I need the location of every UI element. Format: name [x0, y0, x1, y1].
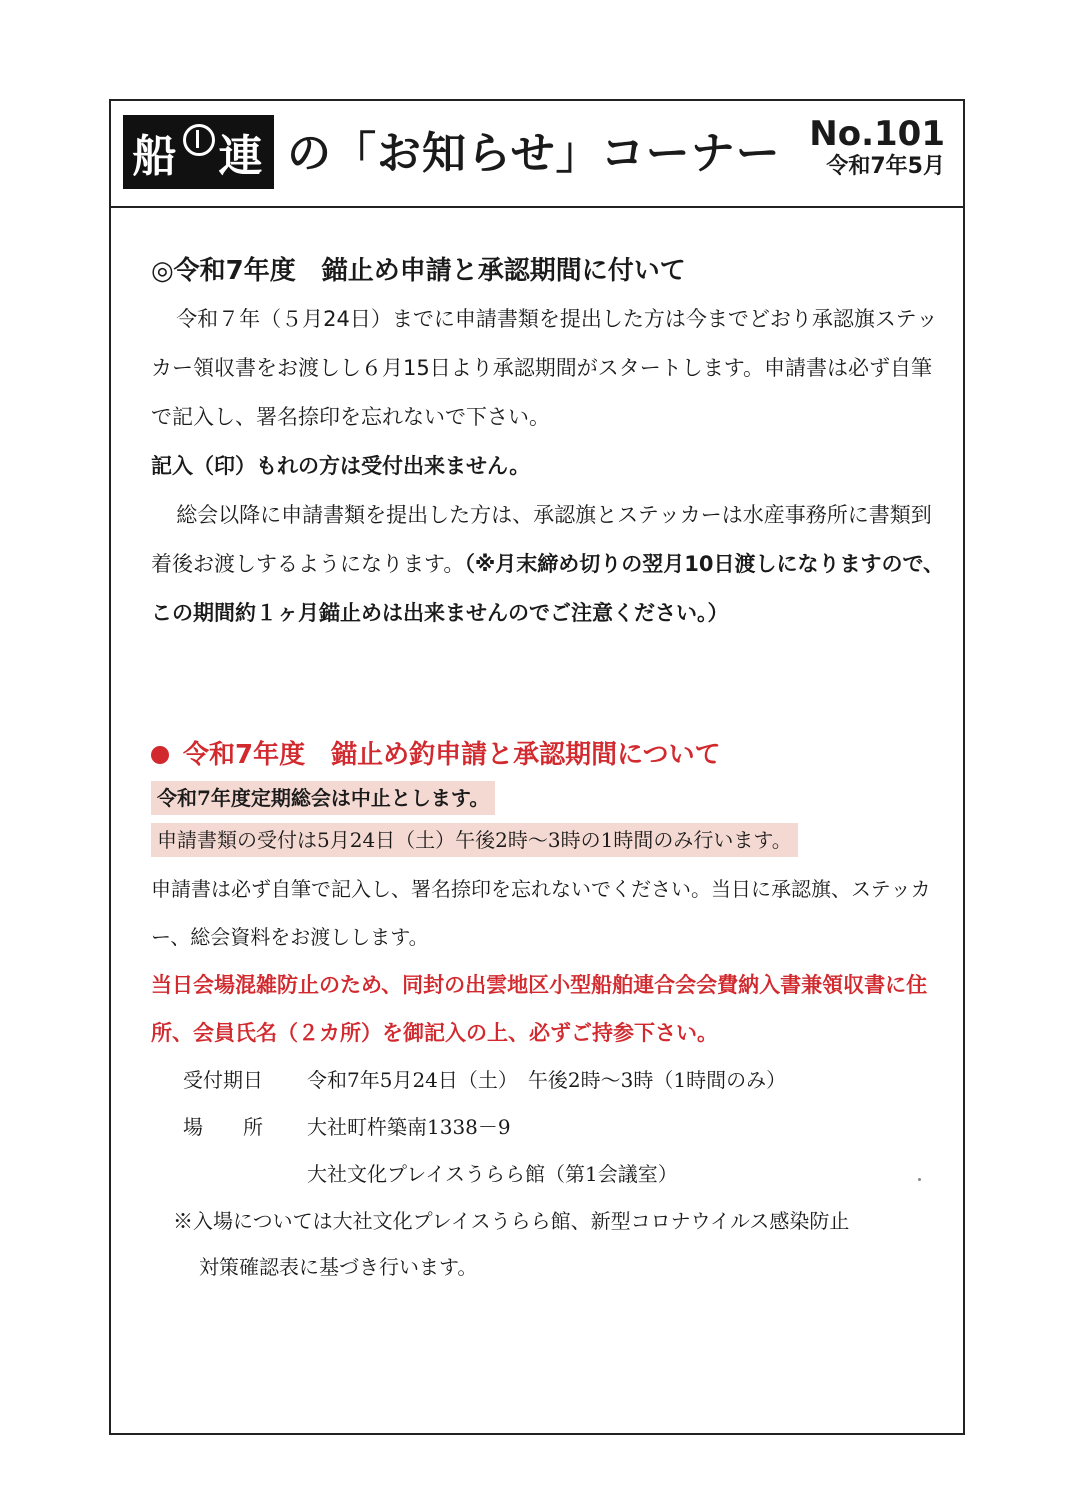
notice-frame: [109, 99, 965, 1435]
note-line1: ※入場については大社文化プレイスうらら館、新型コロナウイルス感染防止: [173, 1209, 850, 1233]
section1-paragraph2-text: 総会以降に申請書類を提出した方は、承認旗とステッカーは水産事務所に書類到着後お渡しするようになります。: [151, 503, 932, 576]
info-place-value1: 大社町杵築南1338－9: [307, 1115, 511, 1139]
bullet-icon: [151, 746, 169, 764]
section1-bold-notice: 記入（印）もれの方は受付出来ません。: [151, 454, 531, 478]
info-date-row: [183, 1057, 951, 1104]
info-place-row: [183, 1104, 951, 1151]
issue-date: 令和7年5月: [826, 154, 945, 179]
scan-speck: [918, 1178, 921, 1181]
header: [111, 101, 963, 208]
info-date-label: 受付期日: [183, 1068, 263, 1092]
info-place-label: 場 所: [183, 1115, 263, 1139]
corner-title: の「お知らせ」コーナー: [287, 128, 781, 179]
logo-char-right: 連: [218, 131, 265, 182]
note-line2: 対策確認表に基づき行います。: [199, 1255, 478, 1279]
section2-paragraph: 申請書は必ず自筆で記入し、署名捺印を忘れないでください。当日に承認旗、ステッカー、総会資料をお渡しします。: [151, 877, 931, 949]
section2-heading-text: 令和7年度 錨止め釣申請と承認期間について: [183, 740, 721, 770]
anchor-mark-icon: [183, 124, 215, 156]
section2-red-notice: 当日会場混雑防止のため、同封の出雲地区小型船舶連合会会費納入書兼領収書に住所、会員氏名（２カ所）を御記入の上、必ずご持参下さい。: [151, 973, 928, 1045]
section-anchor-fishing: [151, 737, 951, 1290]
issue-info: [809, 115, 945, 181]
section2-heading: [151, 737, 951, 773]
info-place-row2: [183, 1151, 951, 1198]
info-date-value: 令和7年5月24日（土） 午後2時～3時（1時間のみ）: [307, 1068, 787, 1092]
info-place-value2: 大社文化プレイスうらら館（第1会議室）: [307, 1162, 678, 1186]
section1-heading: ◎令和7年度 錨止め申請と承認期間に付いて: [151, 256, 686, 286]
association-logo: [123, 115, 274, 189]
highlight-reception-time: 申請書類の受付は5月24日（土）午後2時～3時の1時間のみ行います。: [151, 823, 798, 857]
issue-number: No.101: [809, 114, 945, 154]
logo-char-left: 船: [132, 131, 179, 182]
section-anchor-application: [151, 253, 951, 638]
section1-paragraph1: 令和７年（５月24日）までに申請書類を提出した方は今までどおり承認旗ステッカー領収書をお渡しし６月15日より承認期間がスタートします。申請書は必ず自筆で記入し、署名捺印を忘れないで下さい。: [151, 307, 938, 429]
section1-paragraph2: [151, 491, 951, 638]
section1-paragraph2-bold: （※月末締め切りの翌月10日渡しになりますので、この期間約１ヶ月錨止めは出来ませんのでご注意ください。）: [151, 552, 945, 625]
highlight-meeting-cancelled: 令和7年度定期総会は中止とします。: [151, 781, 495, 815]
